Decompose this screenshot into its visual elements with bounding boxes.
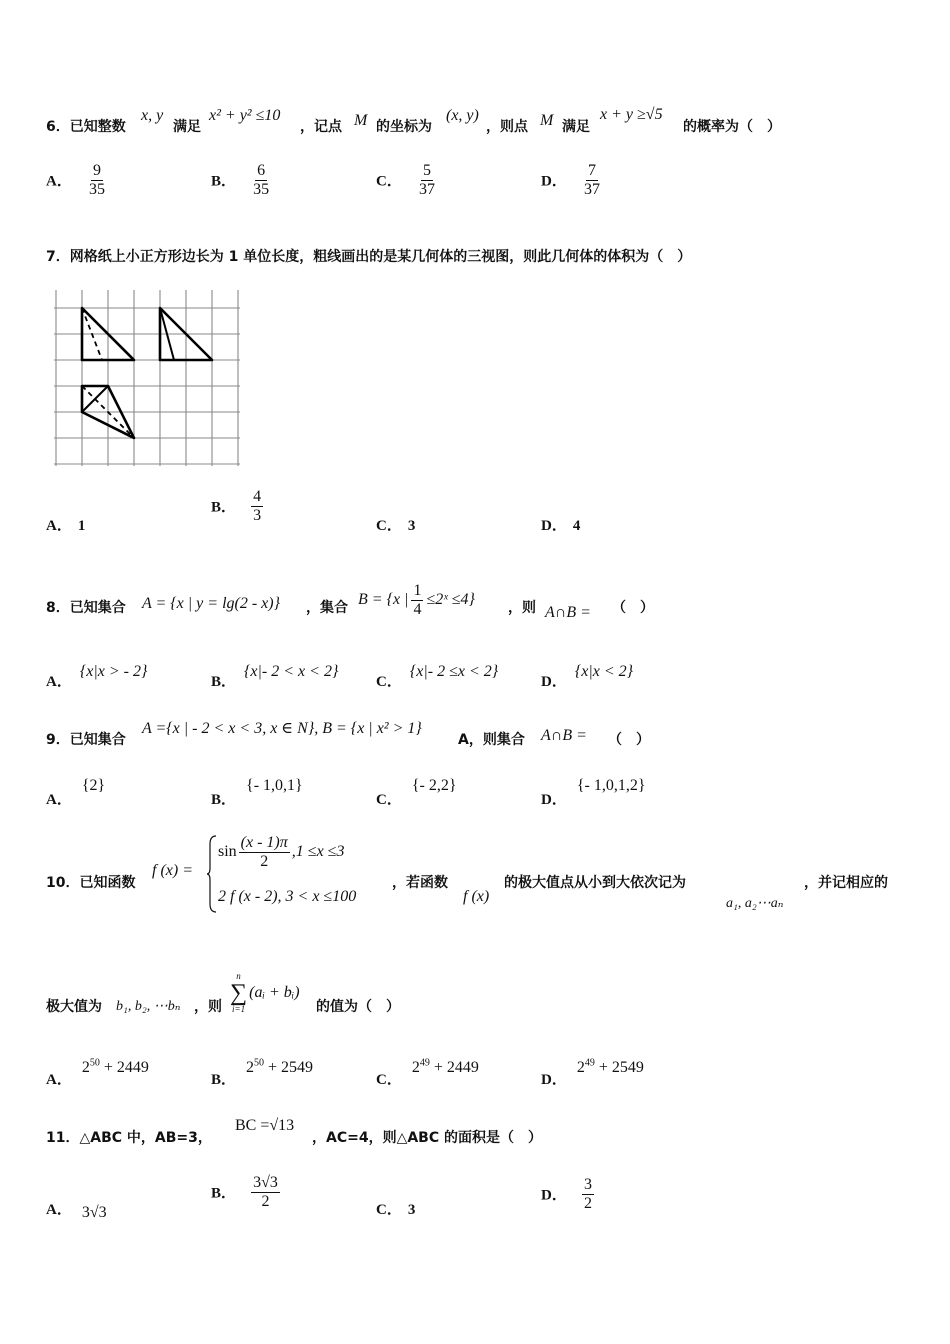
fraction: [239, 834, 290, 870]
q9-number: 9．: [46, 732, 70, 748]
set-b-prefix: B = {x |: [358, 591, 409, 609]
q10-option-a[interactable]: [46, 1056, 149, 1088]
q8-text: ，集合: [306, 600, 348, 616]
option-value: [246, 1059, 313, 1076]
denominator: 37: [418, 180, 435, 198]
option-value: {- 2,2}: [411, 777, 457, 794]
power-exponent: 49: [584, 1057, 595, 1069]
q10-text: ，若函数: [392, 875, 448, 891]
q7-option-d[interactable]: [541, 514, 580, 535]
q6-point-M: M: [540, 112, 554, 129]
power-base: 2: [81, 1059, 90, 1076]
q10-function: f (x) =: [152, 862, 193, 879]
q6-option-c[interactable]: [376, 162, 437, 198]
power-base: 2: [576, 1059, 585, 1076]
numerator: 7: [587, 162, 596, 179]
q11-number: 11．: [46, 1130, 80, 1146]
option-value: 3: [407, 518, 416, 534]
fraction: [411, 582, 423, 618]
q8-option-c[interactable]: [376, 660, 499, 690]
option-label: D．: [541, 173, 567, 190]
q6-xy: x, y: [141, 107, 164, 124]
q9-option-b[interactable]: [211, 774, 303, 808]
q6-condition: x² + y² ≤10: [209, 107, 281, 124]
fraction: [582, 1176, 594, 1212]
q10-text: 已知函数: [79, 875, 136, 891]
q6-stem: [46, 116, 126, 136]
q6-option-d[interactable]: [541, 162, 602, 198]
fraction: [251, 1174, 280, 1210]
q10-text: 的极大值点从小到大依次记为: [504, 875, 686, 891]
power-rest: + 2449: [433, 1059, 479, 1076]
option-label: B．: [211, 499, 237, 516]
option-label: A．: [46, 518, 72, 534]
q6-option-a[interactable]: [46, 162, 107, 198]
numerator: 1: [413, 582, 422, 599]
sigma: [230, 972, 247, 1014]
q8-option-a[interactable]: [46, 660, 148, 690]
denominator: 2: [260, 852, 269, 870]
q10-text: 极大值为: [46, 999, 102, 1015]
option-value: {- 1,0,1}: [246, 777, 303, 794]
option-label: D．: [541, 1187, 567, 1204]
power-rest: + 2449: [103, 1059, 149, 1076]
q10-option-d[interactable]: [541, 1056, 644, 1088]
q7-stem: [46, 246, 691, 266]
q8-expression: A∩B =: [545, 604, 591, 621]
q10-text: ，则: [194, 999, 222, 1015]
q9-option-c[interactable]: [376, 774, 457, 808]
numerator: 9: [92, 162, 101, 179]
numerator: 5: [422, 162, 431, 179]
denominator: 37: [583, 180, 600, 198]
q9-option-d[interactable]: [541, 774, 646, 808]
option-value: {x|- 2 ≤x < 2}: [409, 663, 499, 680]
option-label: D．: [541, 674, 567, 690]
option-label: D．: [541, 1072, 567, 1088]
q10-function-2: f (x): [463, 888, 490, 905]
q8-text: （ ）: [612, 600, 654, 616]
q10-text: ，并记相应的: [804, 875, 888, 891]
option-label: A．: [46, 792, 72, 808]
q6-text: 已知整数: [69, 119, 126, 135]
q11-option-d[interactable]: [541, 1176, 594, 1212]
numerator: 3√3: [253, 1174, 278, 1191]
denominator: 35: [253, 180, 270, 198]
q9-expression: A∩B =: [541, 727, 587, 744]
q6-option-b[interactable]: [211, 162, 271, 198]
option-label: D．: [541, 792, 567, 808]
denominator: 4: [413, 600, 422, 618]
option-label: C．: [376, 1202, 402, 1218]
power-base: 2: [246, 1059, 255, 1076]
fraction: [251, 488, 263, 524]
option-label: C．: [376, 1072, 402, 1088]
power-exponent: 50: [89, 1057, 100, 1069]
q10-summation: [230, 972, 300, 1014]
q6-condition-2: x + y ≥√5: [600, 106, 663, 123]
option-label: A．: [46, 674, 72, 690]
q8-set-b: [358, 582, 475, 618]
q11-text: ，AC=4，则△ABC 的面积是（ ）: [312, 1130, 543, 1146]
q6-text: ，记点: [300, 119, 342, 135]
piecewise-brace: [206, 834, 218, 914]
q7-text: 网格纸上小正方形边长为 1 单位长度，粗线画出的是某几何体的三视图，则此几何体的体积为（ ）: [69, 249, 692, 265]
q9-text: A，则集合: [458, 732, 525, 748]
q8-option-b[interactable]: [211, 660, 339, 690]
option-label: B．: [211, 1185, 237, 1202]
power-exponent: 49: [419, 1057, 430, 1069]
option-label: C．: [376, 173, 402, 190]
case-1-domain: ,1 ≤x ≤3: [291, 843, 345, 861]
option-value: {x|x > - 2}: [79, 663, 148, 680]
option-value: 1: [77, 518, 86, 534]
q8-text: ，则: [508, 600, 536, 616]
q11-option-a[interactable]: [46, 1198, 107, 1219]
q10-text: 的值为（ ）: [316, 999, 400, 1015]
sum-lower: i=1: [232, 1004, 246, 1014]
q8-text: 已知集合: [69, 600, 126, 616]
q6-text: ，则点: [486, 119, 528, 135]
fraction: [582, 162, 602, 198]
option-value: 3: [407, 1202, 416, 1218]
q11-stem: [46, 1127, 212, 1147]
q6-point-M: M: [354, 112, 368, 129]
three-view-diagram: [50, 288, 242, 468]
q8-set-a: A = {x | y = lg(2 - x)}: [142, 595, 281, 612]
option-value: [412, 1059, 479, 1076]
set-b-suffix: ≤2ˣ ≤4}: [426, 591, 475, 609]
q6-text: 满足: [173, 119, 201, 135]
q6-text: 的坐标为: [376, 119, 432, 135]
power-rest: + 2549: [598, 1059, 644, 1076]
option-label: B．: [211, 792, 237, 808]
numerator: 3: [583, 1176, 592, 1193]
sin-label: sin: [218, 843, 237, 861]
q10-seq-b: b₁, b₂, ⋯bₙ: [116, 999, 181, 1014]
sum-symbol: ∑: [230, 980, 248, 1006]
q10-number: 10．: [46, 875, 80, 891]
q11-option-c[interactable]: [376, 1198, 415, 1219]
option-label: B．: [211, 1072, 237, 1088]
q11-text: △ABC 中，AB=3，: [79, 1130, 212, 1146]
q8-option-d[interactable]: [541, 660, 634, 690]
q9-stem: [46, 729, 126, 749]
q8-number: 8．: [46, 600, 70, 616]
fraction: [251, 162, 271, 198]
numerator: 4: [253, 488, 262, 505]
q9-option-a[interactable]: [46, 774, 106, 808]
q9-text: 已知集合: [69, 732, 126, 748]
fraction: [87, 162, 107, 198]
q11-option-b[interactable]: [211, 1174, 280, 1210]
option-value: 4: [572, 518, 581, 534]
option-label: B．: [211, 674, 237, 690]
denominator: 3: [253, 506, 262, 524]
q7-option-b[interactable]: [211, 488, 263, 524]
q7-option-c[interactable]: [376, 514, 415, 535]
q11-bc: BC =√13: [235, 1117, 295, 1134]
q6-number: 6．: [46, 119, 70, 135]
denominator: 2: [583, 1194, 592, 1212]
option-label: C．: [376, 674, 402, 690]
power-exponent: 50: [254, 1057, 265, 1069]
option-label: A．: [46, 1202, 72, 1218]
option-label: D．: [541, 518, 567, 534]
sum-body: (aᵢ + bᵢ): [249, 984, 300, 1001]
q10-option-b[interactable]: [211, 1056, 314, 1088]
q7-number: 7．: [46, 249, 70, 265]
q6-text: 满足: [562, 119, 590, 135]
q10-case-1: [218, 834, 344, 870]
numerator: 6: [257, 162, 266, 179]
option-value: {x|x < 2}: [574, 663, 634, 680]
power-rest: + 2549: [268, 1059, 314, 1076]
option-value: {- 1,0,1,2}: [576, 777, 646, 794]
power-base: 2: [411, 1059, 420, 1076]
q10-stem: [46, 872, 135, 892]
q6-text: 的概率为（ ）: [683, 119, 781, 135]
option-label: C．: [376, 792, 402, 808]
option-value: 3√3: [81, 1204, 107, 1221]
fraction: [417, 162, 437, 198]
option-label: A．: [46, 1072, 72, 1088]
numerator: (x - 1)π: [240, 834, 288, 851]
option-value: [577, 1059, 644, 1076]
q8-stem: [46, 597, 126, 617]
q10-option-c[interactable]: [376, 1056, 479, 1088]
denominator: 35: [88, 180, 105, 198]
option-value: {x|- 2 < x < 2}: [244, 663, 339, 680]
q9-sets: A ={x | - 2 < x < 3, x ∈ N}, B = {x | x² > 1}: [142, 720, 422, 737]
option-value: [82, 1059, 149, 1076]
q10-seq-a: a₁, a₂⋯aₙ: [726, 896, 784, 911]
q6-coordinate: (x, y): [446, 107, 479, 124]
option-value: {2}: [81, 777, 106, 794]
option-label: B．: [211, 173, 237, 190]
option-label: A．: [46, 173, 72, 190]
q10-case-2: 2 f (x - 2), 3 < x ≤100: [218, 888, 357, 905]
denominator: 2: [261, 1192, 270, 1210]
option-label: C．: [376, 518, 402, 534]
sum-upper: n: [236, 971, 241, 981]
q9-text: （ ）: [608, 732, 650, 748]
q7-option-a[interactable]: [46, 514, 85, 535]
